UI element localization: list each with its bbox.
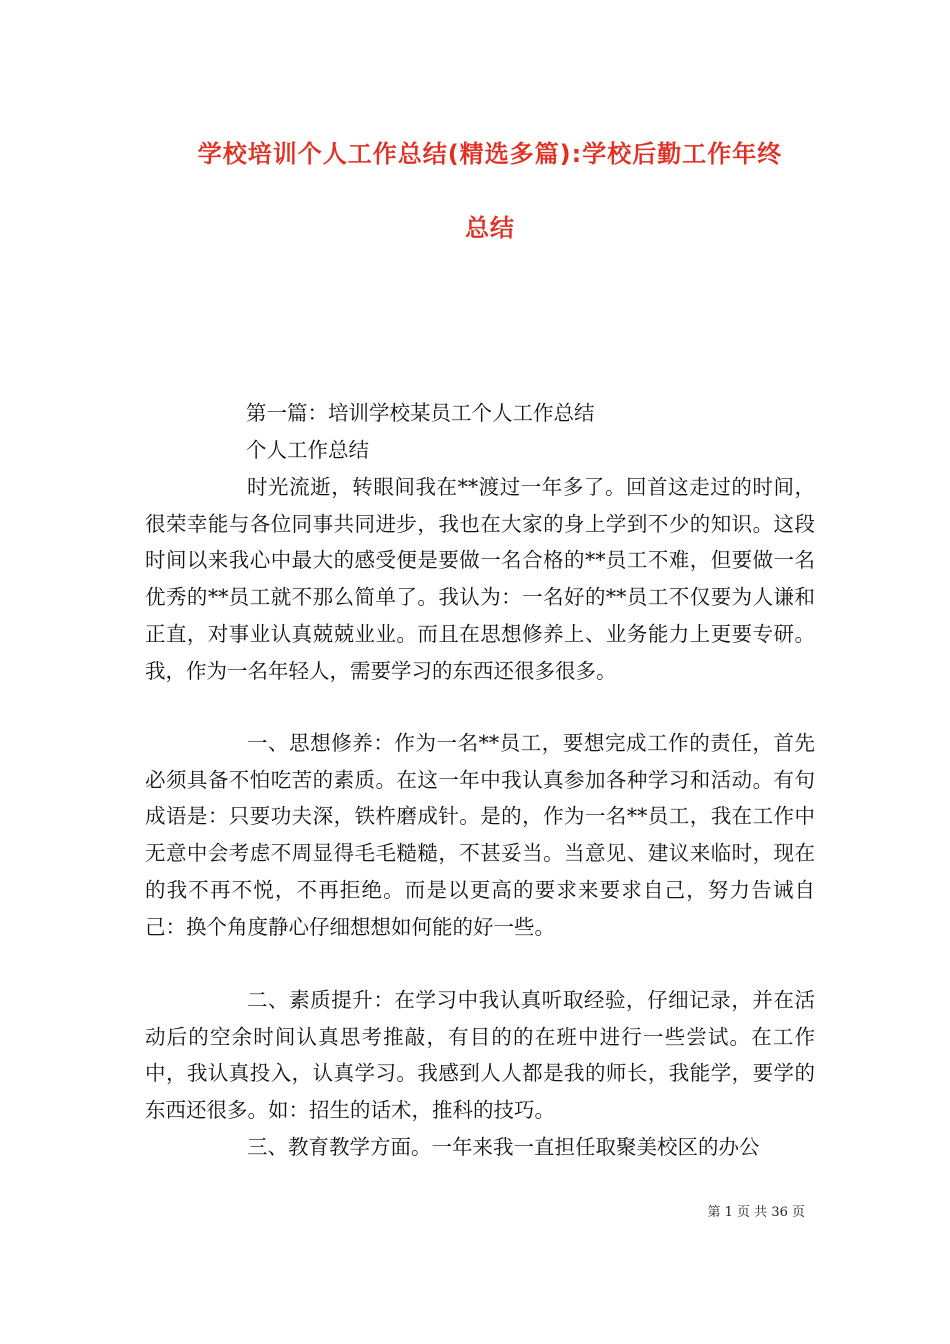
sub-heading: 个人工作总结 xyxy=(246,438,369,462)
body-text-block xyxy=(145,469,815,689)
section-heading: 第一篇：培训学校某员工个人工作总结 xyxy=(246,401,595,425)
document-title-line-2: 总结 xyxy=(465,214,515,242)
document-title-line-1: 学校培训个人工作总结(精选多篇):学校后勤工作年终 xyxy=(197,140,783,168)
paragraph-intro: 时光流逝，转眼间我在**渡过一年多了。回首这走过的时间，很荣幸能与各位同事共同进步，我也在大家的身上学到不少的知识。这段时间以来我心中最大的感受便是要做一名合格的**员工不难，但要做一名优秀的**员工就不那么简单了。我认为：一名好的**员工不仅要为人谦和正直，对事业认真兢兢业业。而且在思想修养上、业务能力上更要专研。我，作为一名年轻人，需要学习的东西还很多很多。 xyxy=(145,475,815,683)
paragraph-teaching: 三、教育教学方面。一年来我一直担任取聚美校区的办公 xyxy=(247,1135,760,1159)
body-text-block xyxy=(145,1129,815,1166)
paragraph-thought-cultivation: 一、思想修养：作为一名**员工，要想完成工作的责任，首先必须具备不怕吃苦的素质。在这一年中我认真参加各种学习和活动。有句成语是：只要功夫深，铁杵磨成针。是的，作为一名**员工，我在工作中无意中会考虑不周显得毛毛糙糙，不甚妥当。当意见、建议来临时，现在的我不再不悦，不再拒绝。而是以更高的要求来要求自己，努力告诫自己：换个角度静心仔细想想如何能的好一些。 xyxy=(145,731,815,939)
body-text-block xyxy=(145,982,815,1129)
page-number-footer: 第 1 页 共 36 页 xyxy=(707,1205,805,1220)
paragraph-quality-improvement: 二、素质提升：在学习中我认真听取经验，仔细记录，并在活动后的空余时间认真思考推敲，有目的的在班中进行一些尝试。在工作中，我认真投入，认真学习。我感到人人都是我的师长，我能学，要学的东西还很多。如：招生的话术，推科的技巧。 xyxy=(145,988,815,1123)
body-text-block xyxy=(145,725,815,945)
